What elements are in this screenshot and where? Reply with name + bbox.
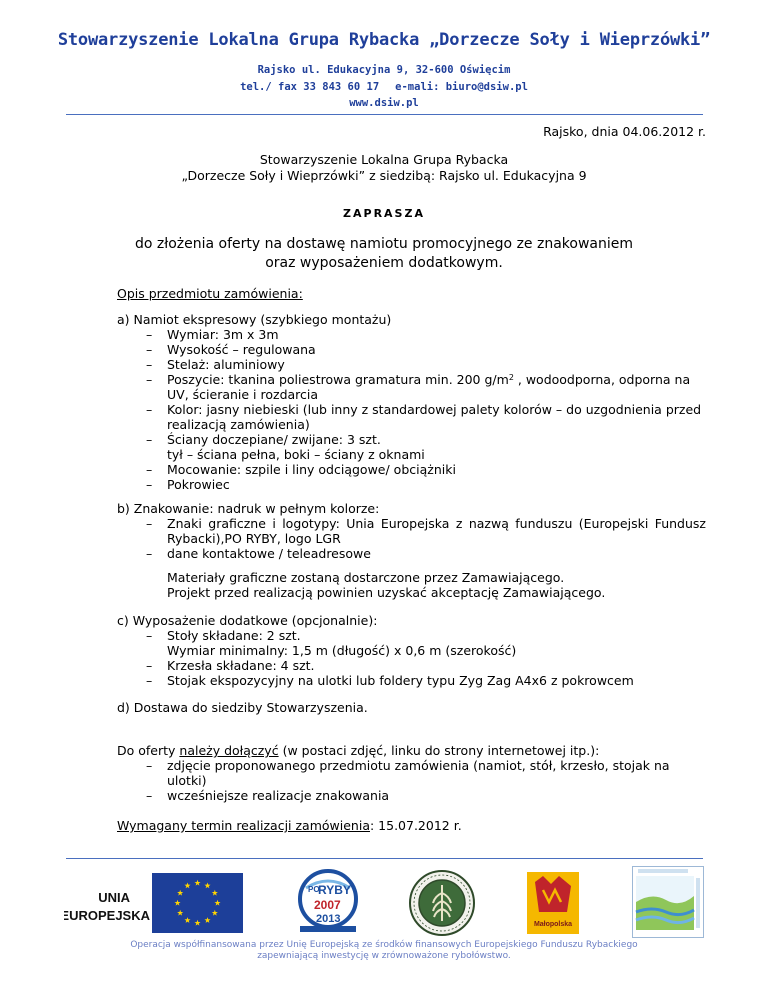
org-address: Rajsko ul. Edukacyjna 9, 32-600 Oświęcim bbox=[257, 64, 511, 76]
svg-text:PO: PO bbox=[308, 885, 320, 894]
list-item: – Mocowanie: szpile i liny odciągowe/ obciążniki bbox=[146, 462, 456, 477]
org-title: Stowarzyszenie Lokalna Grupa Rybacka „Dorzecze Soły i Wieprzówki” bbox=[57, 30, 711, 50]
list-item: – Stoły składane: 2 szt. Wymiar minimalny: 1,5 m (długość) x 0,6 m (szerokość) bbox=[146, 628, 517, 658]
university-seal-logo bbox=[408, 869, 476, 937]
svg-text:EUROPEJSKA: EUROPEJSKA bbox=[64, 908, 150, 923]
list-item: – Stojak ekspozycyjny na ulotki lub foldery typu Zyg Zag A4x6 z pokrowcem bbox=[146, 673, 634, 688]
deadline-line: Wymagany termin realizacji zamówienia: 15.07.2012 r. bbox=[117, 818, 462, 833]
svg-text:2013: 2013 bbox=[316, 913, 341, 925]
list-item: – Stelaż: aluminiowy bbox=[146, 357, 285, 372]
org-phone: tel./ fax 33 843 60 17 bbox=[240, 81, 380, 93]
eu-flag-icon bbox=[152, 873, 243, 933]
list-item: – Poszycie: tkanina poliestrowa gramatura min. 200 $g/m^2$ , wodoodporna, odporna na UV, ścieranie i rozdarcia bbox=[146, 372, 691, 402]
issuer-line1: Stowarzyszenie Lokalna Grupa Rybacka bbox=[259, 152, 509, 167]
section-c-title: c) Wyposażenie dodatkowe (opcjonalnie): bbox=[117, 613, 378, 628]
list-item: – Kolor: jasny niebieski (lub inny z standardowej palety kolorów – do uzgodnienia przed realizacją zamówienia) bbox=[146, 402, 702, 432]
list-item: – Znaki graficzne i logotypy: Unia Europejska z nazwą funduszu (Europejski Fundusz Rybacki),PO RYBY, logo LGR bbox=[146, 516, 706, 546]
svg-text:RYBY: RYBY bbox=[318, 883, 351, 897]
svg-text:UNIA: UNIA bbox=[98, 890, 130, 905]
org-contact bbox=[0, 81, 768, 93]
invitation-line1: do złożenia oferty na dostawę namiotu promocyjnego ze znakowaniem bbox=[134, 236, 634, 252]
svg-text:2007: 2007 bbox=[314, 898, 341, 912]
section-b-title: b) Znakowanie: nadruk w pełnym kolorze: bbox=[117, 501, 380, 516]
footer-divider bbox=[66, 858, 703, 859]
org-website[interactable]: www.dsiw.pl bbox=[349, 97, 419, 109]
list-item: – Krzesła składane: 4 szt. bbox=[146, 658, 315, 673]
footer-note: Operacja współfinansowana przez Unię Europejską ze środków finansowych Europejskiego Funduszu Rybackiego zapewniającą inwestycję w zrównoważone rybołówstwo. bbox=[130, 940, 638, 961]
list-item: – Ściany doczepiane/ zwijane: 3 szt. tył – ściana pełna, boki – ściany z oknami bbox=[146, 432, 425, 462]
header-divider bbox=[66, 114, 703, 115]
eu-text-logo bbox=[64, 884, 150, 926]
list-item: – Wysokość – regulowana bbox=[146, 342, 316, 357]
org-email: e-mali: biuro@dsiw.pl bbox=[395, 81, 528, 93]
malopolska-logo bbox=[527, 872, 579, 934]
list-item: – wcześniejsze realizacje znakowania bbox=[146, 788, 390, 803]
malopolska-icon bbox=[527, 872, 579, 934]
list-item: – dane kontaktowe / teleadresowe bbox=[146, 546, 371, 561]
svg-text:Małopolska: Małopolska bbox=[533, 921, 573, 928]
section-b-note: Materiały graficzne zostaną dostarczone przez Zamawiającego. Projekt przed realizacją powinien uzyskać akceptację Zamawiającego. bbox=[167, 570, 606, 600]
section-d-title: d) Dostawa do siedziby Stowarzyszenia. bbox=[117, 700, 368, 715]
issuer-line2: „Dorzecze Soły i Wieprzówki” z siedzibą: Rajsko ul. Edukacyjna 9 bbox=[181, 168, 587, 183]
description-heading: Opis przedmiotu zamówienia: bbox=[117, 286, 303, 301]
invitation-line2: oraz wyposażeniem dodatkowym. bbox=[265, 255, 503, 271]
lgr-landscape-icon bbox=[632, 866, 704, 938]
list-item: – Wymiar: 3m x 3m bbox=[146, 327, 279, 342]
attachments-intro: Do oferty należy dołączyć (w postaci zdjęć, linku do strony internetowej itp.): bbox=[117, 743, 600, 758]
invitation-heading: ZAPRASZA bbox=[343, 207, 425, 220]
date-line: Rajsko, dnia 04.06.2012 r. bbox=[543, 124, 706, 139]
list-item: – Pokrowiec bbox=[146, 477, 230, 492]
poryby-logo bbox=[292, 866, 364, 936]
seal-icon bbox=[408, 869, 476, 937]
eu-wordmark-icon bbox=[64, 884, 150, 926]
poryby-icon bbox=[292, 866, 364, 936]
lgr-logo bbox=[632, 866, 704, 938]
eu-flag-logo bbox=[152, 873, 243, 933]
section-a-title: a) Namiot ekspresowy (szybkiego montażu) bbox=[117, 312, 392, 327]
list-item: – zdjęcie proponowanego przedmiotu zamówienia (namiot, stół, krzesło, stojak na ulotki) bbox=[146, 758, 670, 788]
